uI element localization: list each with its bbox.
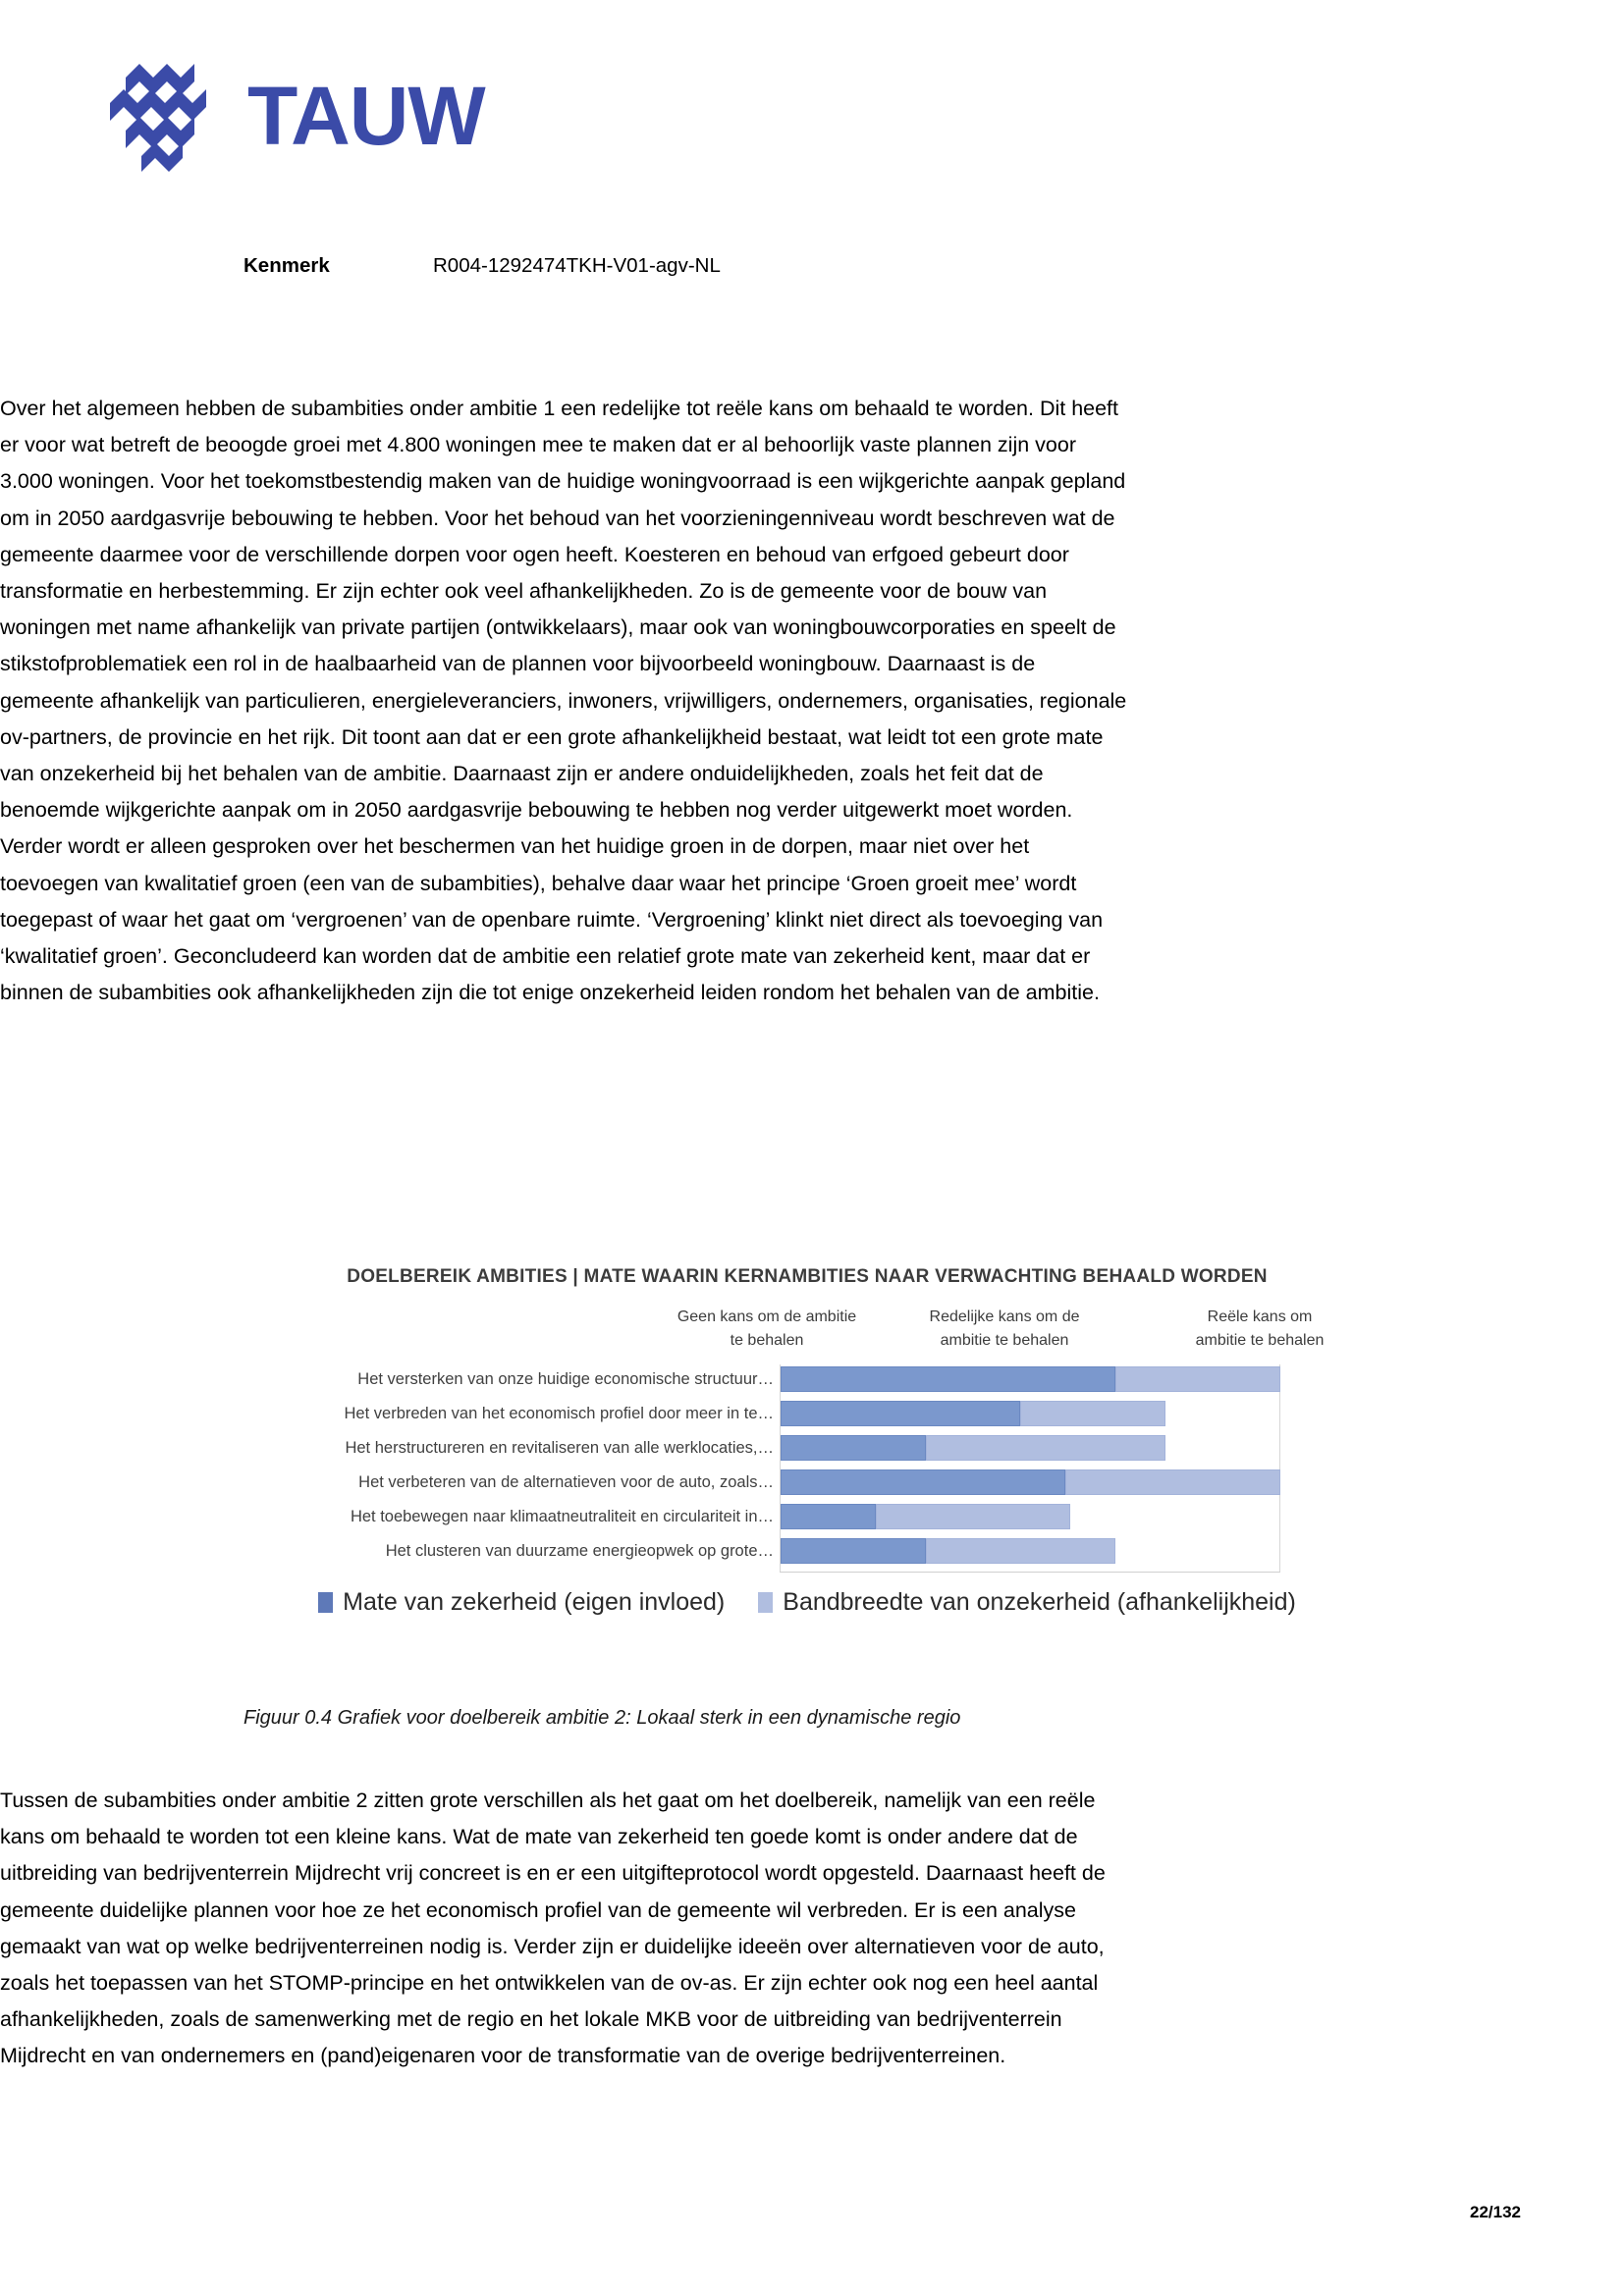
chart-title: DOELBEREIK AMBITIES | MATE WAARIN KERNAMBITIES NAAR VERWACHTING BEHAALD WORDEN [347, 1266, 1268, 1287]
figure-caption: Figuur 0.4 Grafiek voor doelbereik ambitie 2: Lokaal sterk in een dynamische regio [244, 1707, 961, 1729]
chart-bar-row [244, 1366, 1371, 1392]
tauw-zigzag-logo-icon [96, 54, 222, 174]
chart-bar-segment-bandbreedte [1115, 1366, 1280, 1392]
plot-baseline [780, 1572, 1280, 1573]
chart-bar-segment-bandbreedte [876, 1504, 1071, 1529]
column-header-line2: ambitie te behalen [940, 1332, 1069, 1349]
body-paragraph-2: Tussen de subambities onder ambitie 2 zitten grote verschillen als het gaat om het doelbereik, namelijk van een reële kans om behaald te worden tot een kleine kans. Wat de mate van zekerheid ten goede komt is onder andere dat de uitbreiding van bedrijventerrein Mijdrecht vrij concreet is en er een uitgifteprotocol wordt opgesteld. Daarnaast heeft de gemeente duidelijke plannen voor hoe ze het economisch profiel van de gemeente wil verbreden. Er is een analyse gemaakt van wat op welke bedrijventerreinen nodig is. Verder zijn er duidelijke ideeën over alternatieven voor de auto, zoals het toepassen van het STOMP-principe en het ontwikkelen van de ov-as. Er zijn echter ook nog een heel aantal afhankelijkheden, zoals de samenwerking met de regio en het lokale MKB voor de uitbreiding van bedrijventerrein Mijdrecht en van ondernemers en (pand)eigenaren voor de transformatie van de overige bedrijventerreinen. [0, 1789, 1106, 2068]
column-header-redelijke-kans [892, 1306, 1117, 1353]
chart-bar-row [244, 1469, 1371, 1495]
kenmerk-label: Kenmerk [244, 254, 330, 277]
chart-area [244, 1306, 1371, 1629]
chart-bar-row [244, 1401, 1371, 1426]
chart-bar-segment-zekerheid [781, 1435, 926, 1461]
chart-category-label: Het toebewegen naar klimaatneutraliteit en circulariteit in… [350, 1508, 774, 1525]
chart-bar-segment-bandbreedte [1020, 1401, 1165, 1426]
column-header-line1: Geen kans om de ambitie [677, 1308, 857, 1325]
chart-bar-segment-bandbreedte [926, 1538, 1115, 1564]
kenmerk-row [244, 253, 721, 280]
chart-bar-row [244, 1538, 1371, 1564]
chart-bar-segment-zekerheid [781, 1538, 926, 1564]
chart-bar-track [781, 1366, 1280, 1392]
column-header-geen-kans [654, 1306, 880, 1353]
column-header-line1: Redelijke kans om de [929, 1308, 1080, 1325]
chart-bar-track [781, 1435, 1165, 1461]
chart-bar-track [781, 1401, 1165, 1426]
column-header-line2: ambitie te behalen [1195, 1332, 1325, 1349]
body-paragraph-1: Over het algemeen hebben de subambities onder ambitie 1 een redelijke tot reële kans om behaald te worden. Dit heeft er voor wat betreft de beoogde groei met 4.800 woningen mee te maken dat er al behoorlijk vaste plannen zijn voor 3.000 woningen. Voor het toekomstbestendig maken van de huidige woningvoorraad is een wijkgerichte aanpak gepland om in 2050 aardgasvrije bebouwing te hebben. Voor het behoud van het voorzieningenniveau wordt beschreven wat de gemeente daarmee voor de verschillende dorpen voor ogen heeft. Koesteren en behoud van erfgoed gebeurt door transformatie en herbestemming. Er zijn echter ook veel afhankelijkheden. Zo is de gemeente voor de bouw van woningen met name afhankelijk van private partijen (ontwikkelaars), maar ook van woningbouwcorporaties en speelt de stikstofproblematiek een rol in de haalbaarheid van de plannen voor bijvoorbeeld woningbouw. Daarnaast is de gemeente afhankelijk van particulieren, energieleveranciers, inwoners, vrijwilligers, ondernemers, organisaties, regionale ov-partners, de provincie en het rijk. Dit toont aan dat er een grote afhankelijkheid bestaat, wat leidt tot een grote mate van onzekerheid bij het behalen van de ambitie. Daarnaast zijn er andere onduidelijkheden, zoals het feit dat de benoemde wijkgerichte aanpak om in 2050 aardgasvrije bebouwing te hebben nog verder uitgewerkt moet worden. Verder wordt er alleen gesproken over het beschermen van het huidige groen in de dorpen, maar niet over het toevoegen van kwalitatief groen (een van de subambities), behalve daar waar het principe ‘Groen groeit mee’ wordt toegepast of waar het gaat om ‘vergroenen’ van de openbare ruimte. ‘Vergroening’ klinkt niet direct als toevoeging van ‘kwalitatief groen’. Geconcludeerd kan worden dat de ambitie een relatief grote mate van zekerheid kent, maar dat er binnen de subambities ook afhankelijkheden zijn die tot enige onzekerheid leiden rondom het behalen van de ambitie. [0, 397, 1127, 1005]
tauw-wordmark: TAUW [247, 70, 485, 162]
chart-legend [244, 1588, 1371, 1617]
legend-label: Bandbreedte van onzekerheid (afhankelijkheid) [783, 1588, 1296, 1616]
figure-doelbereik-ambitie-2 [244, 1266, 1371, 1629]
legend-item-zekerheid [318, 1588, 725, 1617]
chart-bar-segment-zekerheid [781, 1401, 1020, 1426]
chart-bar-track [781, 1538, 1115, 1564]
chart-bar-segment-bandbreedte [926, 1435, 1165, 1461]
chart-column-headers [244, 1306, 1371, 1361]
chart-bar-track [781, 1469, 1280, 1495]
kenmerk-value: R004-1292474TKH-V01-agv-NL [433, 254, 721, 277]
page-number: 22/132 [1470, 2203, 1521, 2221]
chart-category-label: Het versterken van onze huidige economische structuur… [357, 1370, 774, 1388]
column-header-reele-kans [1147, 1306, 1373, 1353]
column-header-line2: te behalen [730, 1332, 804, 1349]
chart-plot [244, 1364, 1371, 1573]
legend-label: Mate van zekerheid (eigen invloed) [343, 1588, 726, 1616]
chart-category-label: Het clusteren van duurzame energieopwek op grote… [385, 1542, 774, 1560]
tauw-logo [96, 54, 485, 174]
chart-category-label: Het herstructureren en revitaliseren van alle werklocaties,… [345, 1439, 774, 1457]
chart-bar-track [781, 1504, 1070, 1529]
chart-category-label: Het verbeteren van de alternatieven voor de auto, zoals… [358, 1473, 774, 1491]
chart-bar-segment-zekerheid [781, 1504, 876, 1529]
legend-item-bandbreedte [758, 1588, 1296, 1617]
chart-bar-row [244, 1435, 1371, 1461]
chart-bar-segment-zekerheid [781, 1469, 1065, 1495]
chart-bar-row [244, 1504, 1371, 1529]
column-header-line1: Reële kans om [1207, 1308, 1313, 1325]
legend-swatch-icon [318, 1592, 333, 1613]
chart-bar-segment-zekerheid [781, 1366, 1115, 1392]
chart-category-label: Het verbreden van het economisch profiel door meer in te… [344, 1405, 774, 1422]
chart-bar-segment-bandbreedte [1065, 1469, 1280, 1495]
legend-swatch-icon [758, 1592, 773, 1613]
